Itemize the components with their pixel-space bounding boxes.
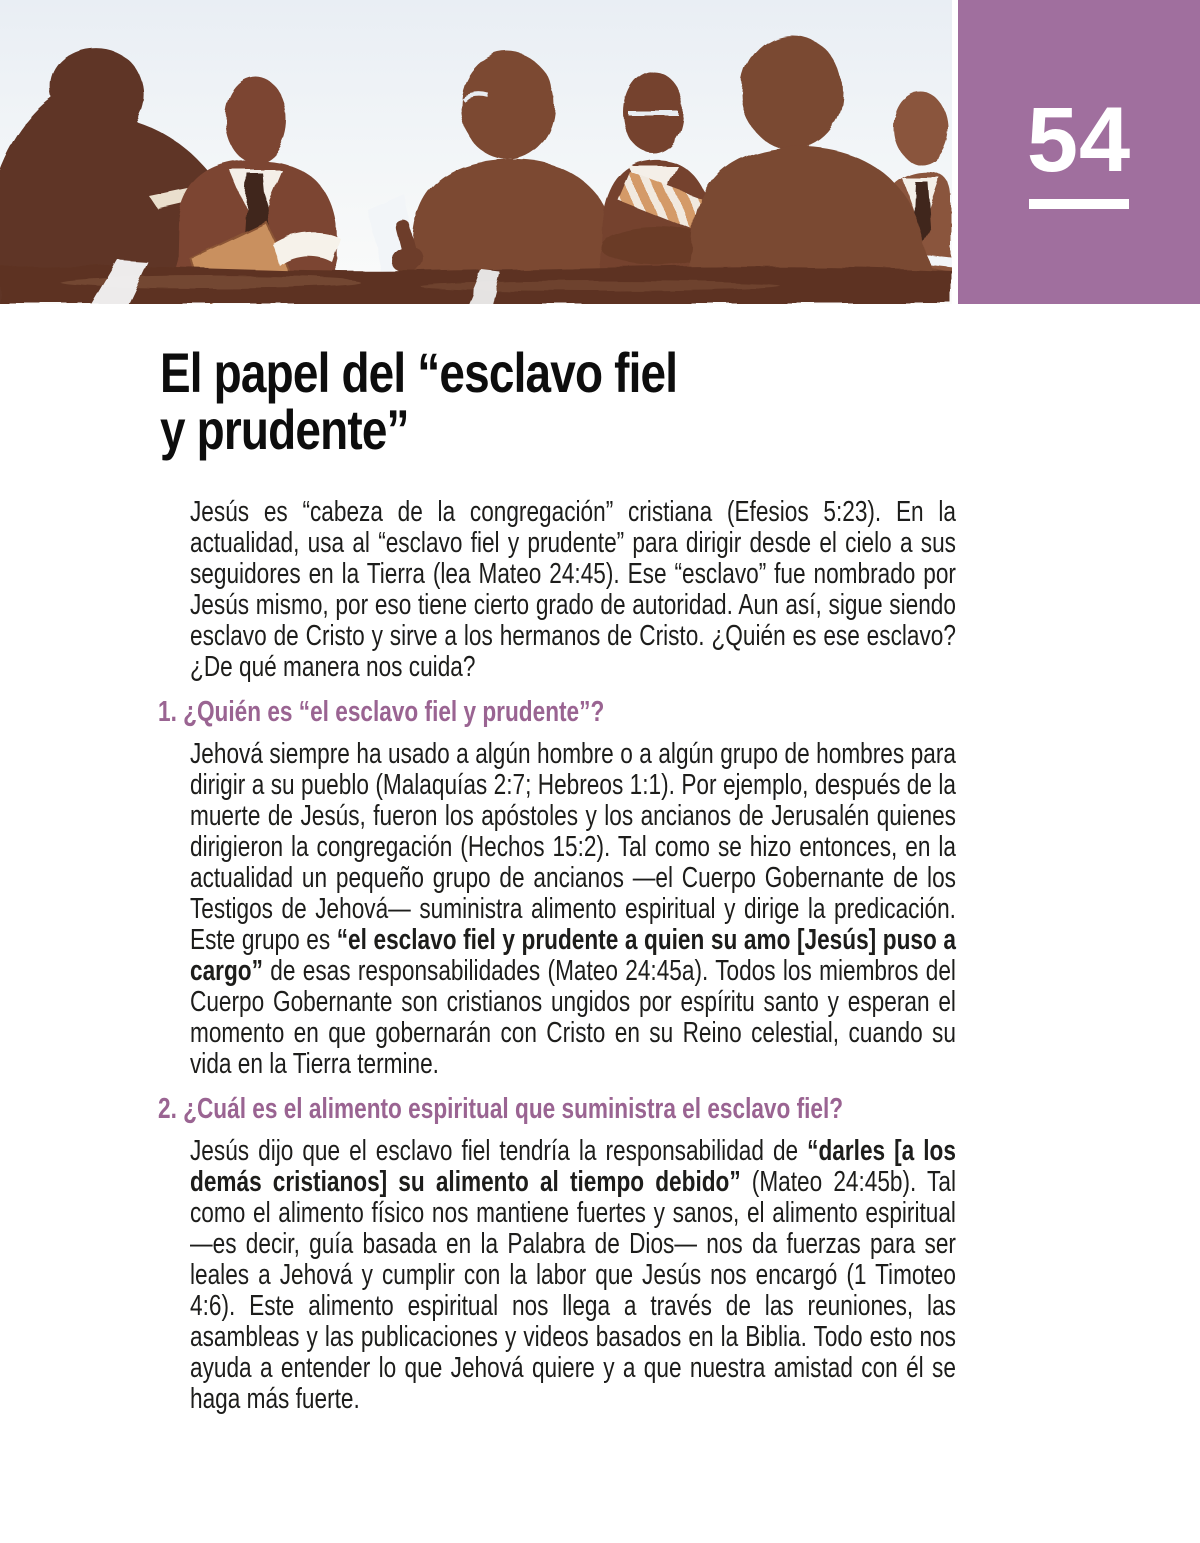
lesson-content — [0, 304, 1200, 1415]
question-2-paragraph: Jesús dijo que el esclavo fiel tendría la responsabilidad de “darles [a los demás cristianos] su alimento al tiempo debido” (Mateo 24:45b). Tal como el alimento físico nos mantiene fuertes y sanos, el alimento espiritual —es decir, guía basada en la Palabra de Dios— nos da fuerzas para ser leales a Jehová y cumplir con la labor que Jesús nos encargó (1 Timoteo 4:6). Este alimento espiritual nos llega a través de las reuniones, las asambleas y las publicaciones y videos basados en la Biblia. Todo esto nos ayuda a entender lo que Jehová quiere y a que nuestra amistad con él se haga más fuerte. — [190, 1135, 956, 1415]
question-1-heading: 1. ¿Quién es “el esclavo fiel y prudente”? — [158, 696, 605, 728]
chapter-number-underline — [1029, 199, 1129, 209]
page-title: El papel del “esclavo fiel y prudente” — [160, 341, 678, 461]
meeting-silhouettes-illustration — [0, 0, 952, 304]
intro-paragraph: Jesús es “cabeza de la congregación” cristiana (Efesios 5:23). En la actualidad, usa al “esclavo fiel y prudente” para dirigir desde el cielo a sus seguidores en la Tierra (lea Mateo 24:45). Ese “esclavo” fue nombrado por Jesús mismo, por eso tiene cierto grado de autoridad. Aun así, sigue siendo esclavo de Cristo y sirve a los hermanos de Cristo. ¿Quién es ese esclavo? ¿De qué manera nos cuida? — [190, 496, 956, 683]
question-2-heading: 2. ¿Cuál es el alimento espiritual que suministra el esclavo fiel? — [158, 1093, 844, 1125]
chapter-number: 54 — [1026, 89, 1132, 191]
chapter-number-tab — [958, 0, 1200, 304]
header-illustration — [0, 0, 952, 304]
question-1-paragraph: Jehová siempre ha usado a algún hombre o a algún grupo de hombres para dirigir a su pueblo (Malaquías 2:7; Hebreos 1:1). Por ejemplo, después de la muerte de Jesús, fueron los apóstoles y los ancianos de Jerusalén quienes dirigieron la congregación (Hechos 15:2). Tal como se hizo entonces, en la actualidad un pequeño grupo de ancianos —el Cuerpo Gobernante de los Testigos de Jehová— suministra alimento espiritual y dirige la predicación. Este grupo es “el esclavo fiel y prudente a quien su amo [Jesús] puso a cargo” de esas responsabilidades (Mateo 24:45a). Todos los miembros del Cuerpo Gobernante son cristianos ungidos por espíritu santo y esperan el momento en que gobernarán con Cristo en su Reino celestial, cuando su vida en la Tierra termine. — [190, 738, 956, 1080]
